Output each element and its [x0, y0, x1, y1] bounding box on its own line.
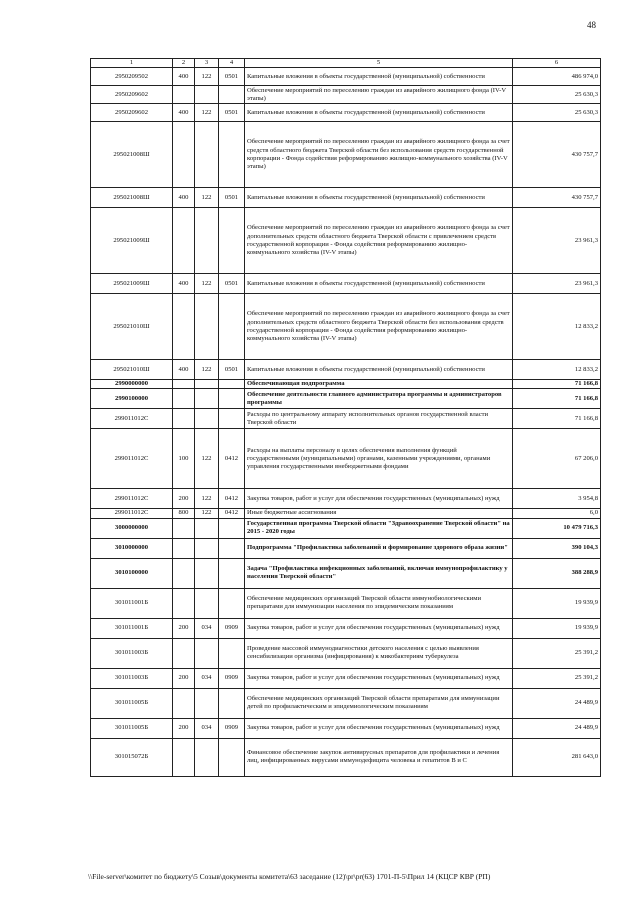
cell-ministry [195, 294, 219, 360]
cell-amount: 19 939,9 [513, 618, 601, 638]
table-row [91, 68, 601, 86]
table-row [91, 738, 601, 776]
cell-amount: 390 104,3 [513, 538, 601, 558]
cell-code: 295021010Ш [91, 294, 173, 360]
table-row [91, 122, 601, 188]
table-row [91, 86, 601, 104]
header-col-6: 6 [513, 59, 601, 68]
cell-ministry [195, 558, 219, 588]
cell-section: 0909 [219, 668, 245, 688]
header-col-3: 3 [195, 59, 219, 68]
header-col-1: 1 [91, 59, 173, 68]
table-row [91, 718, 601, 738]
cell-description: Обеспечивающая подпрограмма [245, 380, 513, 389]
cell-code: 299011012С [91, 409, 173, 429]
cell-expense-type: 400 [173, 274, 195, 294]
cell-amount: 3 954,8 [513, 489, 601, 509]
header-col-2: 2 [173, 59, 195, 68]
table-row [91, 409, 601, 429]
cell-code: 3010000000 [91, 538, 173, 558]
cell-description: Обеспечение медицинских организаций Тверской области препаратами для иммунизации детей по профилактическим и эпидемиологическим показаниям [245, 688, 513, 718]
file-path-footer: \\File-server\комитет по бюджету\5 Созыв\документы комитета\63 заседание (12)\pr\pr(63) 1701-П-5\Прил 14 (КЦСР КВР (РП) [88, 872, 491, 881]
cell-description: Капитальные вложения в объекты государственной (муниципальной) собственности [245, 188, 513, 208]
cell-section: 0909 [219, 718, 245, 738]
cell-code: 301011003Б [91, 668, 173, 688]
cell-code: 2950209502 [91, 68, 173, 86]
cell-code: 2990100000 [91, 389, 173, 409]
cell-expense-type [173, 122, 195, 188]
cell-expense-type: 200 [173, 718, 195, 738]
cell-ministry [195, 409, 219, 429]
cell-section: 0412 [219, 509, 245, 518]
cell-expense-type [173, 409, 195, 429]
cell-code: 2950209602 [91, 104, 173, 122]
cell-description: Проведение массовой иммунодиагностики детского населения с целью выявления сенсибилизации организма (инфицирования) к микобактериям туберкулеза [245, 638, 513, 668]
cell-expense-type: 200 [173, 668, 195, 688]
cell-ministry: 122 [195, 274, 219, 294]
cell-expense-type [173, 558, 195, 588]
cell-expense-type [173, 294, 195, 360]
cell-amount: 430 757,7 [513, 188, 601, 208]
cell-section: 0412 [219, 429, 245, 489]
header-col-4: 4 [219, 59, 245, 68]
header-row [91, 59, 601, 68]
table-row [91, 509, 601, 518]
cell-amount: 25 630,3 [513, 86, 601, 104]
table-body [91, 68, 601, 776]
cell-expense-type [173, 738, 195, 776]
cell-amount: 12 833,2 [513, 294, 601, 360]
cell-code: 2950209602 [91, 86, 173, 104]
cell-section [219, 538, 245, 558]
cell-code: 295021009Ш [91, 274, 173, 294]
cell-amount: 25 391,2 [513, 668, 601, 688]
cell-code: 301011003Б [91, 638, 173, 668]
cell-code: 295021008Ш [91, 188, 173, 208]
cell-description: Обеспечение мероприятий по переселению граждан из аварийного жилищного фонда за счет дополнительных средств областного бюджета Тверской области без использования средств государственной корпорации - Фонда содействия реформированию жилищно-коммунального хозяйства (IV-V этапы) [245, 294, 513, 360]
cell-ministry: 122 [195, 104, 219, 122]
cell-expense-type: 400 [173, 360, 195, 380]
cell-expense-type: 800 [173, 509, 195, 518]
cell-section [219, 208, 245, 274]
cell-code: 301011005Б [91, 688, 173, 718]
cell-ministry: 122 [195, 429, 219, 489]
cell-expense-type: 400 [173, 68, 195, 86]
cell-amount: 24 489,9 [513, 718, 601, 738]
cell-code: 295021010Ш [91, 360, 173, 380]
cell-ministry: 122 [195, 360, 219, 380]
cell-code: 3010100000 [91, 558, 173, 588]
cell-section [219, 558, 245, 588]
cell-section [219, 389, 245, 409]
cell-code: 295021009Ш [91, 208, 173, 274]
cell-code: 295021008Ш [91, 122, 173, 188]
cell-amount: 71 166,8 [513, 389, 601, 409]
table-row [91, 389, 601, 409]
cell-ministry: 122 [195, 68, 219, 86]
table-row [91, 688, 601, 718]
cell-ministry [195, 588, 219, 618]
cell-expense-type [173, 588, 195, 618]
cell-section [219, 409, 245, 429]
cell-section: 0501 [219, 274, 245, 294]
table-row [91, 294, 601, 360]
cell-ministry: 034 [195, 668, 219, 688]
cell-ministry: 122 [195, 188, 219, 208]
cell-description: Капитальные вложения в объекты государственной (муниципальной) собственности [245, 68, 513, 86]
cell-amount: 71 166,8 [513, 380, 601, 389]
cell-code: 3000000000 [91, 518, 173, 538]
cell-expense-type [173, 389, 195, 409]
cell-expense-type [173, 638, 195, 668]
cell-amount: 23 961,3 [513, 208, 601, 274]
cell-expense-type: 400 [173, 188, 195, 208]
cell-section: 0909 [219, 618, 245, 638]
cell-amount: 281 643,0 [513, 738, 601, 776]
budget-table [90, 58, 601, 777]
cell-ministry [195, 538, 219, 558]
cell-code: 301011001Б [91, 618, 173, 638]
cell-code: 301011001Б [91, 588, 173, 618]
cell-code: 299011012С [91, 509, 173, 518]
table-row [91, 380, 601, 389]
cell-section [219, 86, 245, 104]
cell-description: Закупка товаров, работ и услуг для обеспечения государственных (муниципальных) нужд [245, 718, 513, 738]
cell-amount: 24 489,9 [513, 688, 601, 718]
cell-description: Закупка товаров, работ и услуг для обеспечения государственных (муниципальных) нужд [245, 668, 513, 688]
page-number: 48 [587, 20, 596, 30]
cell-section [219, 688, 245, 718]
cell-amount: 10 479 716,3 [513, 518, 601, 538]
cell-code: 2990000000 [91, 380, 173, 389]
cell-description: Финансовое обеспечение закупок антивирусных препаратов для профилактики и лечения лиц, инфицированных вирусами иммунодефицита человека и гепатитов В и С [245, 738, 513, 776]
cell-expense-type [173, 538, 195, 558]
cell-section [219, 518, 245, 538]
cell-amount: 6,0 [513, 509, 601, 518]
table-row [91, 538, 601, 558]
cell-ministry [195, 518, 219, 538]
cell-ministry [195, 122, 219, 188]
cell-section [219, 738, 245, 776]
cell-ministry [195, 738, 219, 776]
cell-amount: 12 833,2 [513, 360, 601, 380]
cell-code: 299011012С [91, 429, 173, 489]
cell-section [219, 588, 245, 618]
cell-section: 0501 [219, 188, 245, 208]
cell-amount: 71 166,8 [513, 409, 601, 429]
table-row [91, 429, 601, 489]
table-row [91, 274, 601, 294]
table-row [91, 104, 601, 122]
cell-section: 0412 [219, 489, 245, 509]
cell-expense-type: 100 [173, 429, 195, 489]
cell-ministry [195, 208, 219, 274]
cell-section [219, 294, 245, 360]
cell-description: Капитальные вложения в объекты государственной (муниципальной) собственности [245, 104, 513, 122]
cell-section [219, 380, 245, 389]
table-row [91, 518, 601, 538]
cell-amount: 486 974,0 [513, 68, 601, 86]
cell-amount: 19 939,9 [513, 588, 601, 618]
table-row [91, 588, 601, 618]
cell-code: 301011005Б [91, 718, 173, 738]
cell-ministry [195, 86, 219, 104]
cell-description: Расходы по центральному аппарату исполнительных органов государственной власти Тверской области [245, 409, 513, 429]
cell-amount: 67 206,0 [513, 429, 601, 489]
cell-ministry [195, 688, 219, 718]
table-row [91, 188, 601, 208]
table-row [91, 208, 601, 274]
cell-expense-type [173, 688, 195, 718]
cell-description: Государственная программа Тверской области "Здравоохранение Тверской области" на 2015 - 2020 годы [245, 518, 513, 538]
cell-code: 299011012С [91, 489, 173, 509]
cell-expense-type [173, 518, 195, 538]
cell-section [219, 122, 245, 188]
cell-expense-type: 400 [173, 104, 195, 122]
cell-description: Иные бюджетные ассигнования [245, 509, 513, 518]
cell-expense-type: 200 [173, 489, 195, 509]
cell-ministry: 122 [195, 509, 219, 518]
table-row [91, 668, 601, 688]
table-header [91, 59, 601, 68]
cell-description: Обеспечение медицинских организаций Тверской области иммунобиологическими препаратами для иммунизации населения по эпидемическим показаниям [245, 588, 513, 618]
cell-description: Подпрограмма "Профилактика заболеваний и формирование здорового образа жизни" [245, 538, 513, 558]
cell-description: Обеспечение деятельности главного администратора программы и администраторов программы [245, 389, 513, 409]
cell-description: Капитальные вложения в объекты государственной (муниципальной) собственности [245, 360, 513, 380]
cell-code: 301015072Б [91, 738, 173, 776]
cell-amount: 25 630,3 [513, 104, 601, 122]
cell-description: Расходы на выплаты персоналу в целях обеспечения выполнения функций государственными (муниципальными) органами, казенными учреждениями, органами управления государственными внебюджетными фондами [245, 429, 513, 489]
cell-expense-type [173, 86, 195, 104]
table-row [91, 638, 601, 668]
cell-amount: 430 757,7 [513, 122, 601, 188]
cell-expense-type [173, 380, 195, 389]
cell-ministry [195, 389, 219, 409]
table-row [91, 558, 601, 588]
cell-ministry: 034 [195, 618, 219, 638]
table-row [91, 618, 601, 638]
cell-ministry [195, 380, 219, 389]
cell-expense-type: 200 [173, 618, 195, 638]
table-row [91, 489, 601, 509]
cell-section: 0501 [219, 104, 245, 122]
cell-description: Обеспечение мероприятий по переселению граждан из аварийного жилищного фонда за счет дополнительных средств областного бюджета Тверской области с привлечением средств государственной корпорации - Фонда содействия реформированию жилищно-коммунального хозяйства (IV-V этапы) [245, 208, 513, 274]
cell-section [219, 638, 245, 668]
cell-amount: 388 288,9 [513, 558, 601, 588]
cell-amount: 23 961,3 [513, 274, 601, 294]
cell-section: 0501 [219, 360, 245, 380]
cell-section: 0501 [219, 68, 245, 86]
header-col-5: 5 [245, 59, 513, 68]
cell-ministry: 122 [195, 489, 219, 509]
cell-description: Капитальные вложения в объекты государственной (муниципальной) собственности [245, 274, 513, 294]
cell-description: Обеспечение мероприятий по переселению граждан из аварийного жилищного фонда за счет средств областного бюджета Тверской области без использования средств государственной корпорации - Фонда содействия реформированию жилищно-коммунального хозяйства (IV-V этапы) [245, 122, 513, 188]
cell-description: Закупка товаров, работ и услуг для обеспечения государственных (муниципальных) нужд [245, 489, 513, 509]
cell-description: Закупка товаров, работ и услуг для обеспечения государственных (муниципальных) нужд [245, 618, 513, 638]
table-row [91, 360, 601, 380]
cell-description: Обеспечение мероприятий по переселению граждан из аварийного жилищного фонда (IV-V этапы) [245, 86, 513, 104]
cell-amount: 25 391,2 [513, 638, 601, 668]
cell-ministry: 034 [195, 718, 219, 738]
cell-expense-type [173, 208, 195, 274]
cell-ministry [195, 638, 219, 668]
cell-description: Задача "Профилактика инфекционных заболеваний, включая иммунопрофилактику у населения Тверской области" [245, 558, 513, 588]
